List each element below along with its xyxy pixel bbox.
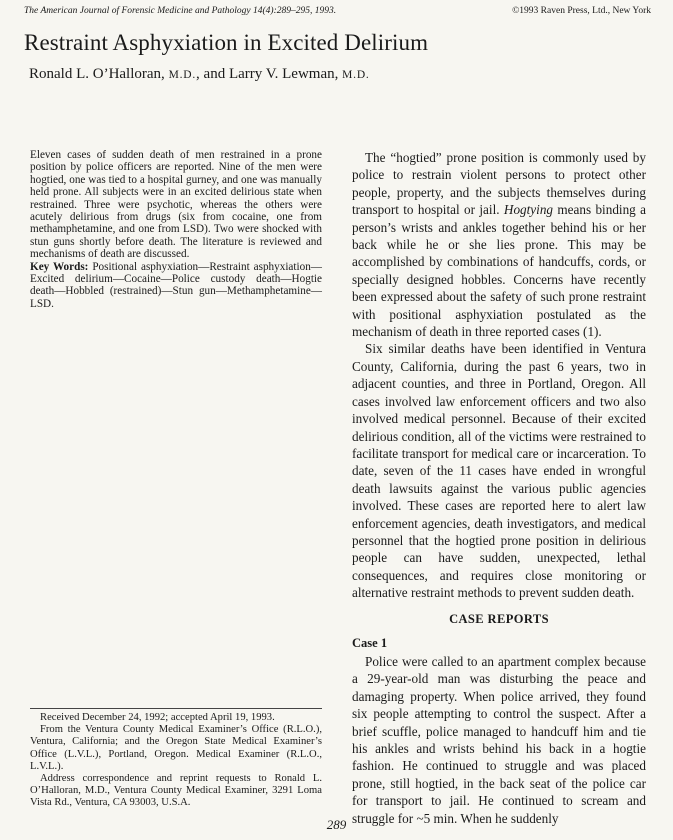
intro-paragraph-2: Six similar deaths have been identified in Ventura County, California, during the past 6 years, two in adjacent counties, and three in Portland, Oregon. All cases involved law enforcement officers and two also involved medical personnel. Because of their excited delirious condition, all of the victims were restrained to facilitate transport for medical care or incarceration. To date, seven of the 11 cases have ended in wrongful death lawsuits against the various public agencies involved. These cases are reported here to alert law enforcement agencies, death investigators, and medical personnel that the hogtied prone position in delirious people can have sudden, unexpected, lethal consequences, and requires close monitoring or alternative restraint methods to prevent sudden death. [352,341,646,601]
intro-p1-part-b: means binding a person’s wrists and ankles together behind his or her back while he or she lies prone. This may be accomplished by combinations of handcuffs, cords, or specially designed hobbles. Concerns have recently been expressed about the safety of such prone restraint with positional asphyxiation postulated as the mechanism of death in three reported cases (1). [352,202,646,340]
case-1-heading: Case 1 [352,636,388,650]
author-1: Ronald L. O’Halloran, [29,66,169,82]
footnote-divider [30,708,322,709]
abstract [30,149,322,310]
author-separator: , and Larry V. Lewman, [196,66,343,82]
article-title: Restraint Asphyxiation in Excited Delirium [24,30,429,55]
received-dates: Received December 24, 1992; accepted April 19, 1993. [40,712,275,723]
correspondence-address: Address correspondence and reprint requests to Ronald L. O’Halloran, M.D., Ventura County Medical Examiner, 3291 Loma Vista Rd., Ventura, CA 93003, U.S.A. [30,773,322,809]
author-1-degree: M.D. [168,69,197,81]
author-line [29,66,370,83]
case-1-paragraph: Police were called to an apartment complex because a 29-year-old man was disturbing the peace and damaging property. When police arrived, they found six people attempting to control the suspect. After a brief scuffle, police managed to handcuff him and tie his ankles and wrists behind his back in a hogtie fashion. He continued to struggle and was placed prone, still hogtied, in the back seat of the police car for transport to jail. He continued to scream and struggle for ~5 min. When he suddenly [352,654,646,826]
keywords-text: Positional asphyxiation—Restraint asphyxiation—Excited delirium—Cocaine—Police custody death—Hogtie death—Hobbled (restrained)—Stun gun—Methamphetamine—LSD. [30,260,322,310]
affiliations: From the Ventura County Medical Examiner’s Office (R.L.O.), Ventura, California; and the Oregon State Medical Examiner’s Office (L.V.L.), Portland, Oregon. Medical Examiner (R.L.O., L.V.L.). [30,724,322,772]
author-2-degree: M.D. [342,69,370,81]
abstract-text: Eleven cases of sudden death of men restrained in a prone position by police officers are reported. Nine of the men were hogtied, one was tied to a hospital gurney, and one was manually held prone. All subjects were in an excited delirious state when restrained. Three were psychotic, whereas the others were acutely delirious from drugs (six from cocaine, one from methamphetamine, and one from LSD). Two were shocked with stun guns shortly before death. The literature is reviewed and mechanisms of death are discussed. [30,149,322,261]
footnotes [30,712,322,810]
case-1-text [352,653,646,827]
intro-p1-part-a: The “hogtied” prone position is commonly used by police to restrain violent persons to protect other people, property, and the subjects themselves during transport to hospital or jail. [352,150,646,218]
journal-citation: The American Journal of Forensic Medicine and Pathology 14(4):289–295, 1993. [24,6,337,16]
copyright-notice: ©1993 Raven Press, Ltd., New York [512,6,651,16]
keywords-label: Key Words: [30,260,89,273]
introduction [352,149,646,602]
page-number: 289 [326,817,347,832]
intro-paragraph-1 [352,149,646,340]
case-reports-heading: CASE REPORTS [449,612,549,626]
hogtying-term: Hogtying [503,202,554,218]
